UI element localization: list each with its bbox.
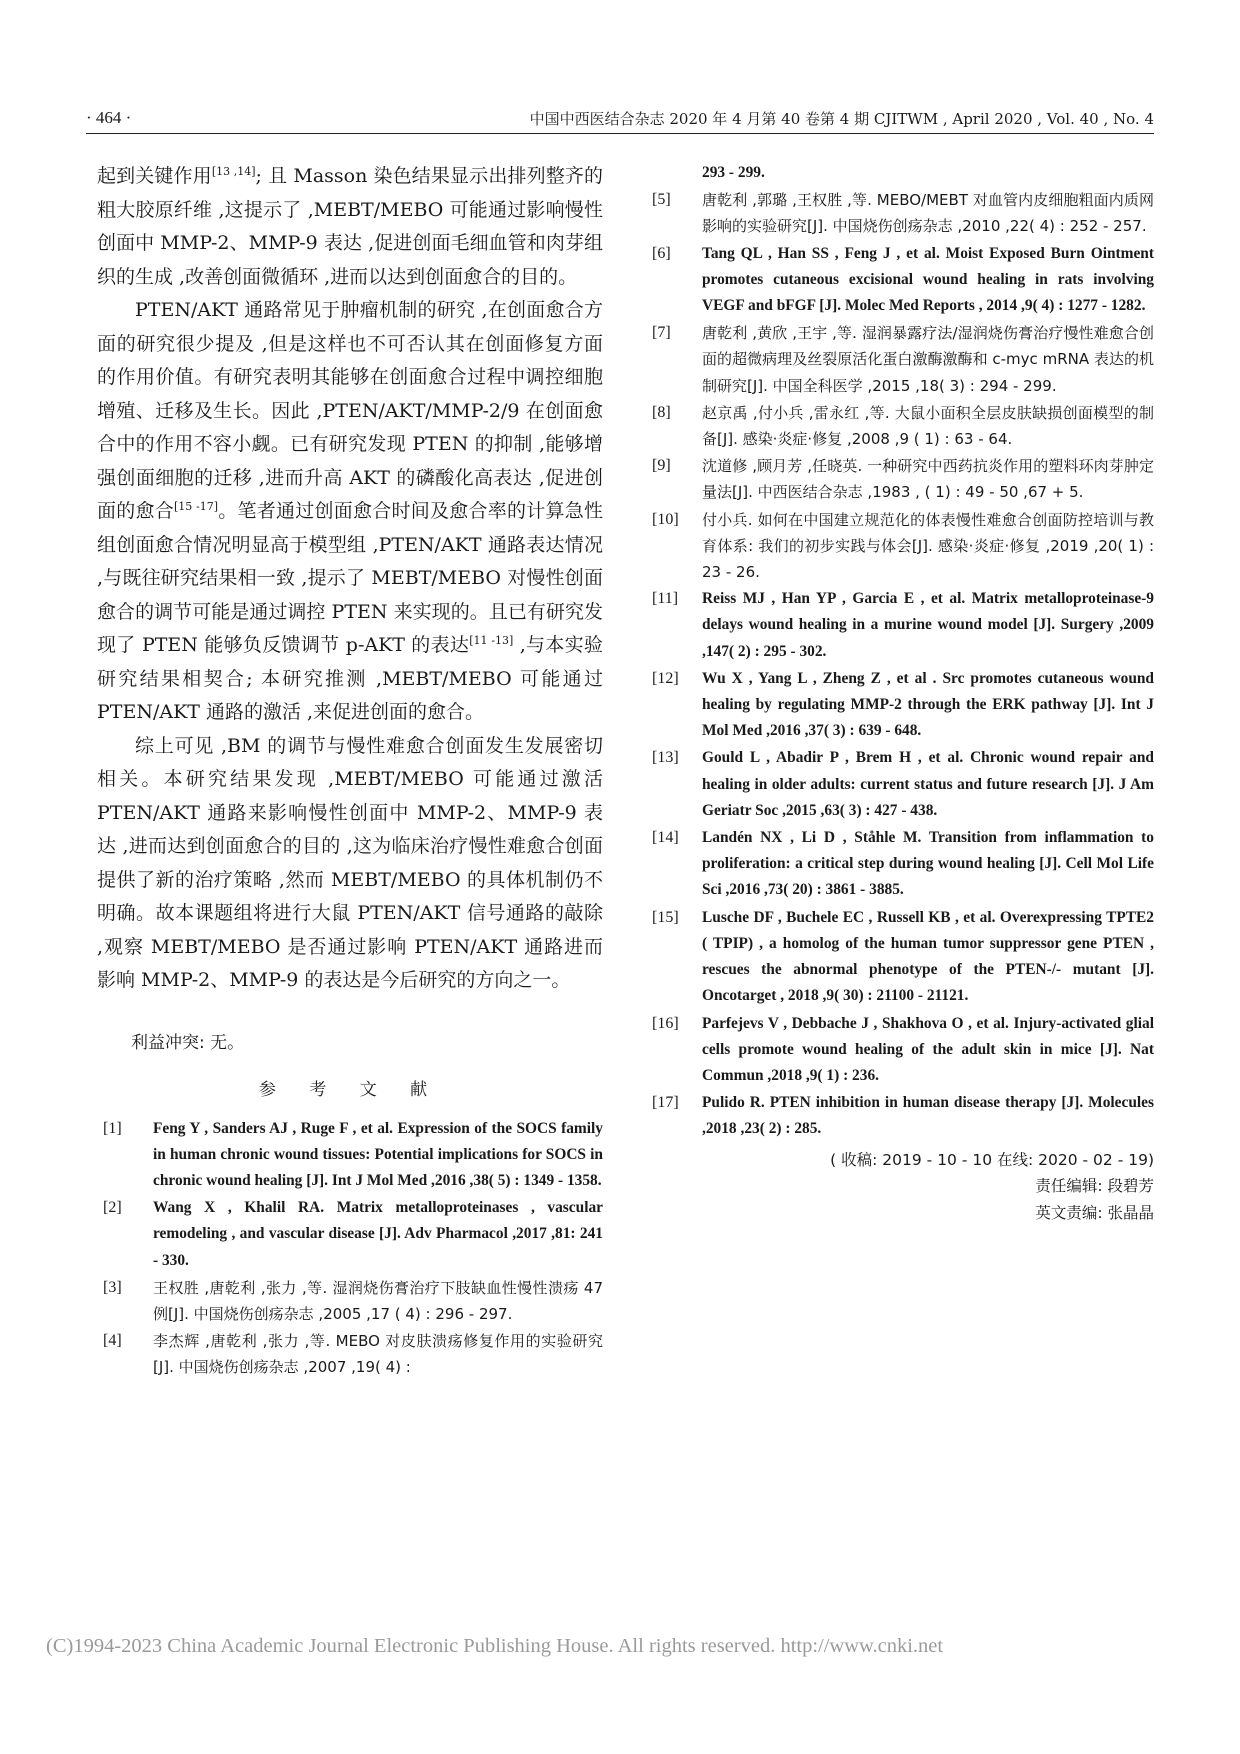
body-paragraph-2 — [97, 294, 603, 730]
reference-text: Tang QL , Han SS , Feng J , et al. Moist Exposed Burn Ointment promotes cutaneous excisional wound healing in rats involving VEGF and bFGF [J]. Molec Med Reports , 2014 ,9( 4) : 1277 - 1282. — [702, 244, 1154, 315]
references-right — [646, 187, 1154, 1142]
reference-item — [646, 507, 1154, 586]
reference-text: Gould L , Abadir P , Brem H , et al. Chronic wound repair and healing in older adults: current status and future research [J]. J Am Geriatr Soc ,2015 ,63( 3) : 427 - 438. — [702, 749, 1154, 819]
reference-item — [646, 905, 1154, 1010]
reference-text: 唐乾利 ,郭璐 ,王权胜 ,等. MEBO/MEBT 对血管内皮细胞粗面内质网影响的实验研究[J]. 中国烧伤创疡杂志 ,2010 ,22( 4) : 252 - 257. — [702, 191, 1154, 236]
reference-item — [646, 666, 1154, 745]
reference-text: Feng Y , Sanders AJ , Ruge F , et al. Expression of the SOCS family in human chronic wound tissues: Potential implications for SOCS in chronic wound healing [J]. Int J Mol Med ,2016 ,38( 5) : 1349 - 1358. — [153, 1119, 603, 1189]
reference-item — [646, 400, 1154, 452]
reference-number: [6] — [652, 244, 671, 262]
reference-text: 付小兵. 如何在中国建立规范化的体表慢性难愈合创面防控培训与教育体系: 我们的初步实践与体会[J]. 感染·炎症·修复 ,2019 ,20( 1) : 23 - 26. — [702, 510, 1154, 582]
citation-11-13[interactable]: [11 -13] — [469, 634, 514, 647]
reference-item — [646, 241, 1154, 320]
p2-text-a: PTEN/AKT 通路常见于肿瘤机制的研究 ,在创面愈合方面的研究很少提及 ,但是这样也不可否认其在创面修复方面的作用价值。有研究表明其能够在创面愈合过程中调控细胞增殖、迁移及生长。因此 ,PTEN/AKT/MMP-2/9 在创面愈合中的作用不容小觑。已有研究发现 PTEN 的抑制 ,能够增强创面细胞的迁移 ,进而升高 AKT 的磷酸化高表达 ,促进创面的愈合 — [97, 299, 603, 522]
reference-item — [646, 453, 1154, 505]
p1-text-a: 起到关键作用 — [97, 165, 212, 187]
reference-number: [4] — [103, 1332, 122, 1350]
reference-item — [97, 1328, 603, 1380]
reference-number: [9] — [652, 457, 671, 475]
conflict-of-interest: 利益冲突: 无。 — [131, 1032, 245, 1053]
body-paragraph-1 — [97, 160, 603, 294]
p1-text-b: ; 且 Masson 染色结果显示出排列整齐的粗大胶原纤维 ,这提示了 ,MEBT/MEBO 可能通过影响慢性创面中 MMP-2、MMP-9 表达 ,促进创面毛细血管和肉芽组织的生成 ,改善创面微循环 ,进而以达到创面愈合的目的。 — [97, 165, 603, 288]
reference-number: [10] — [652, 510, 679, 528]
reference-text: Wu X , Yang L , Zheng Z , et al . Src promotes cutaneous wound healing by regulating MMP-2 through the ERK pathway [J]. Int J Mol Med ,2016 ,37( 3) : 639 - 648. — [702, 669, 1154, 740]
references-title: 参 考 文 献 — [258, 1079, 442, 1100]
p2-text-b: 。笔者通过创面愈合时间及愈合率的计算急性组创面愈合情况明显高于模型组 ,PTEN/AKT 通路表达情况 ,与既往研究结果相一致 ,提示了 MEBT/MEBO 对慢性创面愈合的调节可能是通过调控 PTEN 来实现的。且已有研究发现了 PTEN 能够负反馈调节 p-AKT 的表达 — [97, 500, 603, 656]
copyright-watermark: (C)1994-2023 China Academic Journal Electronic Publishing House. All rights reserved. http://www.cnki.net — [46, 1635, 944, 1657]
reference-item — [646, 825, 1154, 904]
reference-number: [13] — [652, 749, 679, 767]
received-dates: ( 收稿: 2019 - 10 - 10 在线: 2020 - 02 - 19) — [830, 1150, 1154, 1169]
reference-text: 唐乾利 ,黄欣 ,王宇 ,等. 湿润暴露疗法/湿润烧伤膏治疗慢性难愈合创面的超微病理及丝裂原活化蛋白激酶激酶和 c-myc mRNA 表达的机制研究[J]. 中国全科医学 ,2015 ,18( 3) : 294 - 299. — [702, 324, 1154, 395]
reference-number: [5] — [652, 191, 671, 209]
journal-header: 中国中西医结合杂志 2020 年 4 月第 40 卷第 4 期 CJITWM , April 2020 , Vol. 40 , No. 4 — [529, 110, 1154, 128]
reference-item — [646, 745, 1154, 824]
reference-text: Reiss MJ , Han YP , Garcia E , et al. Matrix metalloproteinase-9 delays wound healing in a murine wound model [J]. Surgery ,2009 ,147( 2) : 295 - 302. — [702, 590, 1154, 660]
reference-item — [646, 1090, 1154, 1142]
reference-item — [646, 320, 1154, 399]
p2-text-c: ,与本实验研究结果相契合; 本研究推测 ,MEBT/MEBO 可能通过 PTEN/AKT 通路的激活 ,来促进创面的愈合。 — [97, 634, 603, 723]
reference-4-continued: 293 - 299. — [702, 164, 765, 181]
left-column — [97, 160, 603, 1382]
right-column — [646, 160, 1154, 1227]
reference-text: Landén NX , Li D , Ståhle M. Transition from inflammation to proliferation: a critical step during wound healing [J]. Cell Mol Life Sci ,2016 ,73( 20) : 3861 - 3885. — [702, 829, 1154, 899]
reference-number: [2] — [103, 1199, 122, 1217]
reference-item — [646, 586, 1154, 665]
reference-number: [11] — [652, 590, 679, 608]
references-left — [97, 1116, 603, 1381]
citation-15-17[interactable]: [15 -17] — [174, 500, 219, 513]
reference-item — [97, 1116, 603, 1195]
reference-number: [1] — [103, 1119, 122, 1137]
reference-number: [17] — [652, 1094, 679, 1112]
citation-13-14[interactable]: [13 ,14] — [211, 165, 256, 178]
header-rule — [86, 133, 1154, 134]
reference-number: [14] — [652, 829, 679, 847]
reference-item — [97, 1275, 603, 1327]
reference-number: [7] — [652, 324, 671, 342]
reference-item — [646, 1011, 1154, 1090]
reference-item — [646, 187, 1154, 239]
reference-number: [12] — [652, 669, 679, 687]
reference-text: 李杰辉 ,唐乾利 ,张力 ,等. MEBO 对皮肤溃疡修复作用的实验研究[J]. 中国烧伤创疡杂志 ,2007 ,19( 4) : — [153, 1332, 603, 1377]
reference-item — [97, 1195, 603, 1274]
reference-text: 王权胜 ,唐乾利 ,张力 ,等. 湿润烧伤膏治疗下肢缺血性慢性溃疡 47 例[J]. 中国烧伤创疡杂志 ,2005 ,17 ( 4) : 296 - 297. — [153, 1278, 603, 1323]
reference-text: Pulido R. PTEN inhibition in human disease therapy [J]. Molecules ,2018 ,23( 2) : 285. — [702, 1094, 1154, 1138]
page-number: · 464 · — [86, 108, 132, 127]
reference-text: Wang X , Khalil RA. Matrix metalloproteinases , vascular remodeling , and vascular disease [J]. Adv Pharmacol ,2017 ,81: 241 - 330. — [153, 1199, 603, 1269]
reference-text: 赵京禹 ,付小兵 ,雷永红 ,等. 大鼠小面积全层皮肤缺损创面模型的制备[J]. 感染·炎症·修复 ,2008 ,9 ( 1) : 63 - 64. — [702, 403, 1154, 449]
responsible-editor: 责任编辑: 段碧芳 — [1035, 1176, 1154, 1195]
reference-text: 沈道修 ,顾月芳 ,任晓英. 一种研究中西药抗炎作用的塑料环肉芽肿定量法[J]. 中西医结合杂志 ,1983 , ( 1) : 49 - 50 ,67 + 5. — [702, 457, 1154, 502]
english-editor: 英文责编: 张晶晶 — [1035, 1203, 1154, 1222]
reference-number: [3] — [103, 1278, 122, 1296]
reference-number: [8] — [652, 403, 671, 421]
reference-text: Lusche DF , Buchele EC , Russell KB , et al. Overexpressing TPTE2 ( TPIP) , a homolog of the human tumor suppressor gene PTEN , rescues the abnormal phenotype of the PTEN-/- mutant [J]. Oncotarget , 2018 ,9( 30) : 21100 - 21121. — [702, 908, 1154, 1005]
body-paragraph-3: 综上可见 ,BM 的调节与慢性难愈合创面发生发展密切相关。本研究结果发现 ,MEBT/MEBO 可能通过激活 PTEN/AKT 通路来影响慢性创面中 MMP-2、MMP-9 表达 ,进而达到创面愈合的目的 ,这为临床治疗慢性难愈合创面提供了新的治疗策略 ,然而 MEBT/MEBO 的具体机制仍不明确。故本课题组将进行大鼠 PTEN/AKT 信号通路的敲除 ,观察 MEBT/MEBO 是否通过影响 PTEN/AKT 通路进而影响 MMP-2、MMP-9 的表达是今后研究的方向之一。 — [97, 734, 603, 991]
reference-text: Parfejevs V , Debbache J , Shakhova O , et al. Injury-activated glial cells promote wound healing of the adult skin in mice [J]. Nat Commun ,2018 ,9( 1) : 236. — [702, 1014, 1154, 1084]
reference-number: [15] — [652, 908, 679, 926]
reference-number: [16] — [652, 1014, 679, 1032]
